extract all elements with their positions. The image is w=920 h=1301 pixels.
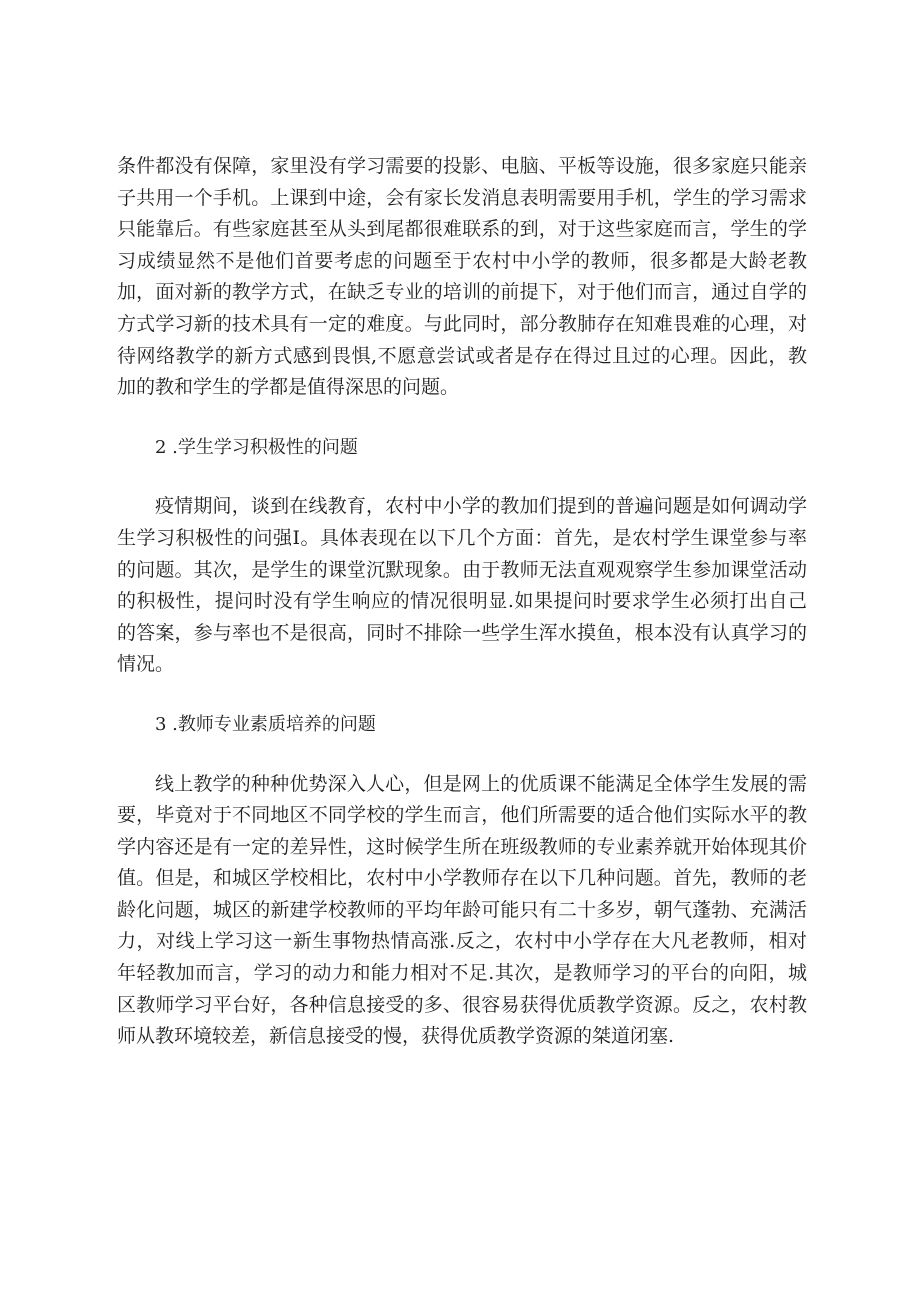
paragraph-teacher-quality: 线上教学的种种优势深入人心，但是网上的优质课不能满足全体学生发展的需要，毕竟对于不同地区不同学校的学生而言，他们所需要的适合他们实际水平的教学内容还是有一定的差异性，这时候学生所在班级教师的专业素养就开始体现其价值。但是，和城区学校相比，农村中小学教师存在以下几种问题。首先，教师的老龄化问题，城区的新建学校教师的平均年龄可能只有二十多岁，朝气蓬勃、充满活力，对线上学习这一新生事物热情高涨.反之，农村中小学存在大凡老教师，相对年轻教加而言，学习的动力和能力相对不足.其次，是教师学习的平台的向阳，城区教师学习平台好，各种信息接受的多、很容易获得优质教学资源。反之，农村教师从教环境较差，新信息接受的慢，获得优质教学资源的桀道闭塞. — [117, 772, 807, 1048]
section-heading-2: 2 .学生学习积极性的问题 — [155, 436, 358, 458]
document-body — [117, 151, 807, 1081]
paragraph-student-engagement: 疫情期间，谈到在线教育，农村中小学的教加们提到的普遍问题是如何调动学生学习积极性的问强I。具体表现在以下几个方面：首先，是农村学生课堂参与率的问题。其次，是学生的课堂沉默现象。由于教师无法直观观察学生参加课堂活动的积极性，提问时没有学生响应的情况很明显.如果提问时要求学生必须打出自己的答案，参与率也不是很高，同时不排除一些学生浑水摸鱼，根本没有认真学习的情况。 — [117, 495, 807, 676]
section-heading-3: 3 .教师专业素质培养的问题 — [155, 713, 376, 735]
paragraph-continued: 条件都没有保障，家里没有学习需要的投影、电脑、平板等设施，很多家庭只能亲子共用一个手机。上课到中途，会有家长发消息表明需要用手机，学生的学习需求只能靠后。有些家庭甚至从头到尾都很难联系的到，对于这些家庭而言，学生的学习成绩显然不是他们首要考虑的问题至于农村中小学的教师，很多都是大龄老教加，面对新的教学方式，在缺乏专业的培训的前提下，对于他们而言，通过自学的方式学习新的技术具有一定的难度。与此同时，部分教肺存在知难畏难的心理，对待网络教学的新方式感到畏惧,不愿意尝试或者是存在得过且过的心理。因此，教加的教和学生的学都是值得深思的问题。 — [117, 155, 807, 399]
